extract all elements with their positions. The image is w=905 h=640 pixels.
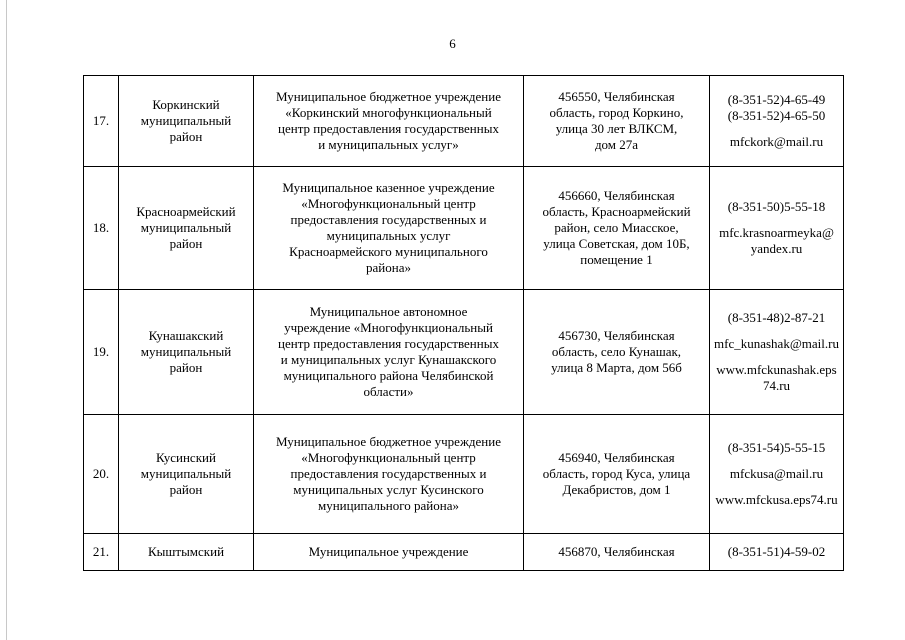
phone-text: (8-351-50)5-55-18	[727, 199, 826, 214]
district-cell: Коркинский муниципальный район	[119, 76, 254, 167]
institution-cell: Муниципальное учреждение	[254, 534, 524, 571]
phone-text: (8-351-54)5-55-15	[727, 440, 826, 455]
contacts-cell	[710, 290, 844, 415]
table-row	[84, 415, 844, 534]
phone-text: (8-351-52)4-65-50	[727, 108, 826, 123]
phone-text: (8-351-48)2-87-21	[727, 310, 826, 325]
contacts-cell	[710, 76, 844, 167]
row-number: 17.	[84, 76, 119, 167]
website-link[interactable]: www.mfckunashak.eps 74.ru	[716, 362, 837, 393]
email-link[interactable]: mfc_kunashak@mail.ru	[714, 336, 839, 351]
contacts-cell	[710, 415, 844, 534]
address-cell: 456870, Челябинская	[524, 534, 710, 571]
scan-edge-line	[6, 0, 7, 640]
district-cell: Кунашакский муниципальный район	[119, 290, 254, 415]
address-cell: 456660, Челябинская область, Красноармейский район, село Миасское, улица Советская, дом 10Б, помещение 1	[524, 167, 710, 290]
table-row	[84, 76, 844, 167]
address-cell: 456730, Челябинская область, село Кунашак, улица 8 Марта, дом 56б	[524, 290, 710, 415]
contacts-cell	[710, 534, 844, 571]
website-link[interactable]: www.mfckusa.eps74.ru	[715, 492, 838, 507]
table-row	[84, 290, 844, 415]
address-cell: 456940, Челябинская область, город Куса, улица Декабристов, дом 1	[524, 415, 710, 534]
contacts-cell	[710, 167, 844, 290]
email-link[interactable]: mfckusa@mail.ru	[729, 466, 824, 481]
mfc-table	[83, 75, 844, 571]
row-number: 20.	[84, 415, 119, 534]
row-number: 19.	[84, 290, 119, 415]
table-row	[84, 534, 844, 571]
row-number: 18.	[84, 167, 119, 290]
district-cell: Кусинский муниципальный район	[119, 415, 254, 534]
address-cell: 456550, Челябинская область, город Коркино, улица 30 лет ВЛКСМ, дом 27а	[524, 76, 710, 167]
page-number: 6	[449, 36, 456, 51]
institution-cell: Муниципальное бюджетное учреждение «Многофункциональный центр предоставления государственных и муниципальных услуг Кусинского муниципального района»	[254, 415, 524, 534]
district-cell: Красноармейский муниципальный район	[119, 167, 254, 290]
institution-cell: Муниципальное автономное учреждение «Многофункциональный центр предоставления государственных и муниципальных услуг Кунашакского муниципального района Челябинской области»	[254, 290, 524, 415]
phone-text: (8-351-51)4-59-02	[727, 544, 826, 559]
district-cell: Кыштымский	[119, 534, 254, 571]
email-link[interactable]: mfc.krasnoarmeyka@ yandex.ru	[719, 225, 834, 256]
institution-cell: Муниципальное казенное учреждение «Многофункциональный центр предоставления государственных и муниципальных услуг Красноармейского муниципального района»	[254, 167, 524, 290]
institution-cell: Муниципальное бюджетное учреждение «Коркинский многофункциональный центр предоставления государственных и муниципальных услуг»	[254, 76, 524, 167]
email-link[interactable]: mfckork@mail.ru	[729, 134, 824, 149]
table-row	[84, 167, 844, 290]
row-number: 21.	[84, 534, 119, 571]
phone-text: (8-351-52)4-65-49	[727, 92, 826, 107]
